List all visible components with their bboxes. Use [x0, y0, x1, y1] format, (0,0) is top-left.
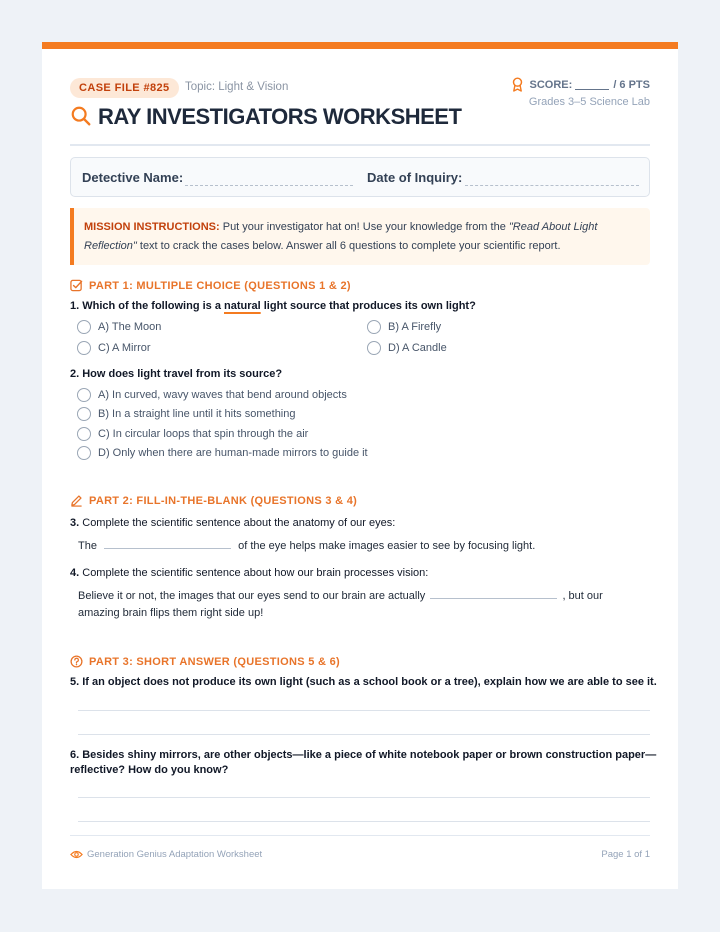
q1-option-b[interactable] — [367, 320, 441, 334]
option-label: B) A Firefly — [388, 321, 442, 333]
worksheet-page — [42, 42, 678, 889]
q3-blank[interactable] — [104, 548, 231, 549]
score-box — [511, 77, 650, 92]
option-label: D) A Candle — [388, 342, 447, 354]
question-3 — [70, 517, 395, 529]
score-total: / 6 PTS — [613, 78, 650, 91]
q6-line-1: 6. Besides shiny mirrors, are other objects—like a piece of white notebook paper or brown construction paper— — [70, 749, 657, 761]
detective-name-field[interactable] — [185, 185, 353, 186]
q6-answer-line-1[interactable] — [78, 797, 650, 798]
magnifier-icon — [70, 105, 92, 127]
radio-button[interactable] — [367, 341, 381, 355]
q3-sentence — [78, 538, 535, 555]
part3-heading — [70, 655, 340, 668]
q3-number: 3. — [70, 517, 80, 529]
q1-emphasis: natural — [224, 300, 261, 312]
footer-left-text: Generation Genius Adaptation Worksheet — [87, 849, 263, 860]
q4-line2: amazing brain flips them right side up! — [78, 607, 264, 619]
id-fields-box — [70, 157, 650, 197]
q4-prompt: Complete the scientific sentence about how our brain processes vision: — [79, 567, 429, 579]
q4-after: , but our — [562, 590, 603, 602]
mission-instructions — [70, 208, 650, 265]
q5-answer-line-2[interactable] — [78, 734, 650, 735]
grades-label: Grades 3–5 Science Lab — [528, 96, 650, 108]
q4-number: 4. — [70, 567, 80, 579]
q5-answer-line-1[interactable] — [78, 710, 650, 711]
q6-answer-line-2[interactable] — [78, 821, 650, 822]
score-blank[interactable] — [575, 80, 609, 90]
option-label: A) The Moon — [98, 321, 162, 333]
q1-text-before: 1. Which of the following is a — [70, 300, 224, 312]
question-4 — [70, 567, 428, 579]
detective-name-label: Detective Name: — [82, 170, 184, 185]
footer-left — [70, 849, 262, 860]
radio-button[interactable] — [77, 407, 91, 421]
q2-option-d[interactable] — [77, 446, 368, 460]
question-5: 5. If an object does not produce its own light (such as a school book or a tree), explain how we are able to see it. — [70, 676, 657, 688]
q4-blank[interactable] — [430, 598, 557, 599]
part3-heading-text: PART 3: SHORT ANSWER (QUESTIONS 5 & 6) — [89, 655, 340, 668]
q1-option-c[interactable] — [77, 341, 151, 355]
q6-line-2: reflective? How do you know? — [70, 764, 229, 776]
option-label: D) Only when there are human-made mirrors to guide it — [98, 447, 368, 459]
part1-heading — [70, 279, 351, 292]
q1-option-d[interactable] — [367, 341, 447, 355]
mission-text-before: Put your investigator hat on! Use your knowledge from the — [219, 221, 509, 233]
eye-icon — [70, 849, 83, 860]
q3-prompt: Complete the scientific sentence about the anatomy of our eyes: — [79, 517, 396, 529]
q1-option-a[interactable] — [77, 320, 161, 334]
checkbox-icon — [70, 279, 83, 292]
header-divider — [70, 144, 650, 146]
q2-option-c[interactable] — [77, 427, 308, 441]
case-file-badge: CASE FILE #825 — [70, 78, 179, 98]
mission-label: MISSION INSTRUCTIONS: — [84, 221, 220, 233]
page-title: RAY INVESTIGATORS WORKSHEET — [98, 104, 462, 129]
q3-after: of the eye helps make images easier to see by focusing light. — [238, 540, 536, 552]
radio-button[interactable] — [77, 446, 91, 460]
page-number: Page 1 of 1 — [601, 849, 650, 860]
part1-heading-text: PART 1: MULTIPLE CHOICE (QUESTIONS 1 & 2) — [89, 279, 351, 292]
q3-before: The — [78, 540, 97, 552]
pencil-icon — [70, 494, 83, 507]
radio-button[interactable] — [77, 320, 91, 334]
mission-source: "Read About Light Reflection" — [84, 221, 598, 252]
question-6 — [70, 748, 656, 778]
q1-text-after: light source that produces its own light? — [260, 300, 476, 312]
q2-option-b[interactable] — [77, 407, 295, 421]
radio-button[interactable] — [367, 320, 381, 334]
mission-text-after: text to crack the cases below. Answer all 6 questions to complete your scientific report. — [136, 239, 561, 252]
q2-option-a[interactable] — [77, 388, 347, 402]
q4-before: Believe it or not, the images that our eyes send to our brain are actually — [78, 590, 426, 602]
date-field[interactable] — [465, 185, 639, 186]
radio-button[interactable] — [77, 427, 91, 441]
question-1 — [70, 300, 476, 312]
top-accent-bar — [42, 42, 678, 49]
q4-sentence — [78, 588, 638, 622]
score-label: SCORE: — [529, 78, 573, 91]
topic-label: Topic: Light & Vision — [185, 81, 289, 93]
question-2: 2. How does light travel from its source? — [70, 368, 283, 380]
date-label: Date of Inquiry: — [367, 170, 463, 185]
option-label: A) In curved, wavy waves that bend around objects — [98, 389, 347, 401]
part2-heading — [70, 494, 357, 507]
question-circle-icon — [70, 655, 83, 668]
radio-button[interactable] — [77, 388, 91, 402]
option-label: B) In a straight line until it hits something — [98, 408, 296, 420]
option-label: C) In circular loops that spin through the air — [98, 428, 309, 440]
radio-button[interactable] — [77, 341, 91, 355]
option-label: C) A Mirror — [98, 342, 151, 354]
award-icon — [511, 77, 524, 92]
footer-divider — [70, 835, 650, 836]
part2-heading-text: PART 2: FILL-IN-THE-BLANK (QUESTIONS 3 & 4) — [89, 494, 358, 507]
